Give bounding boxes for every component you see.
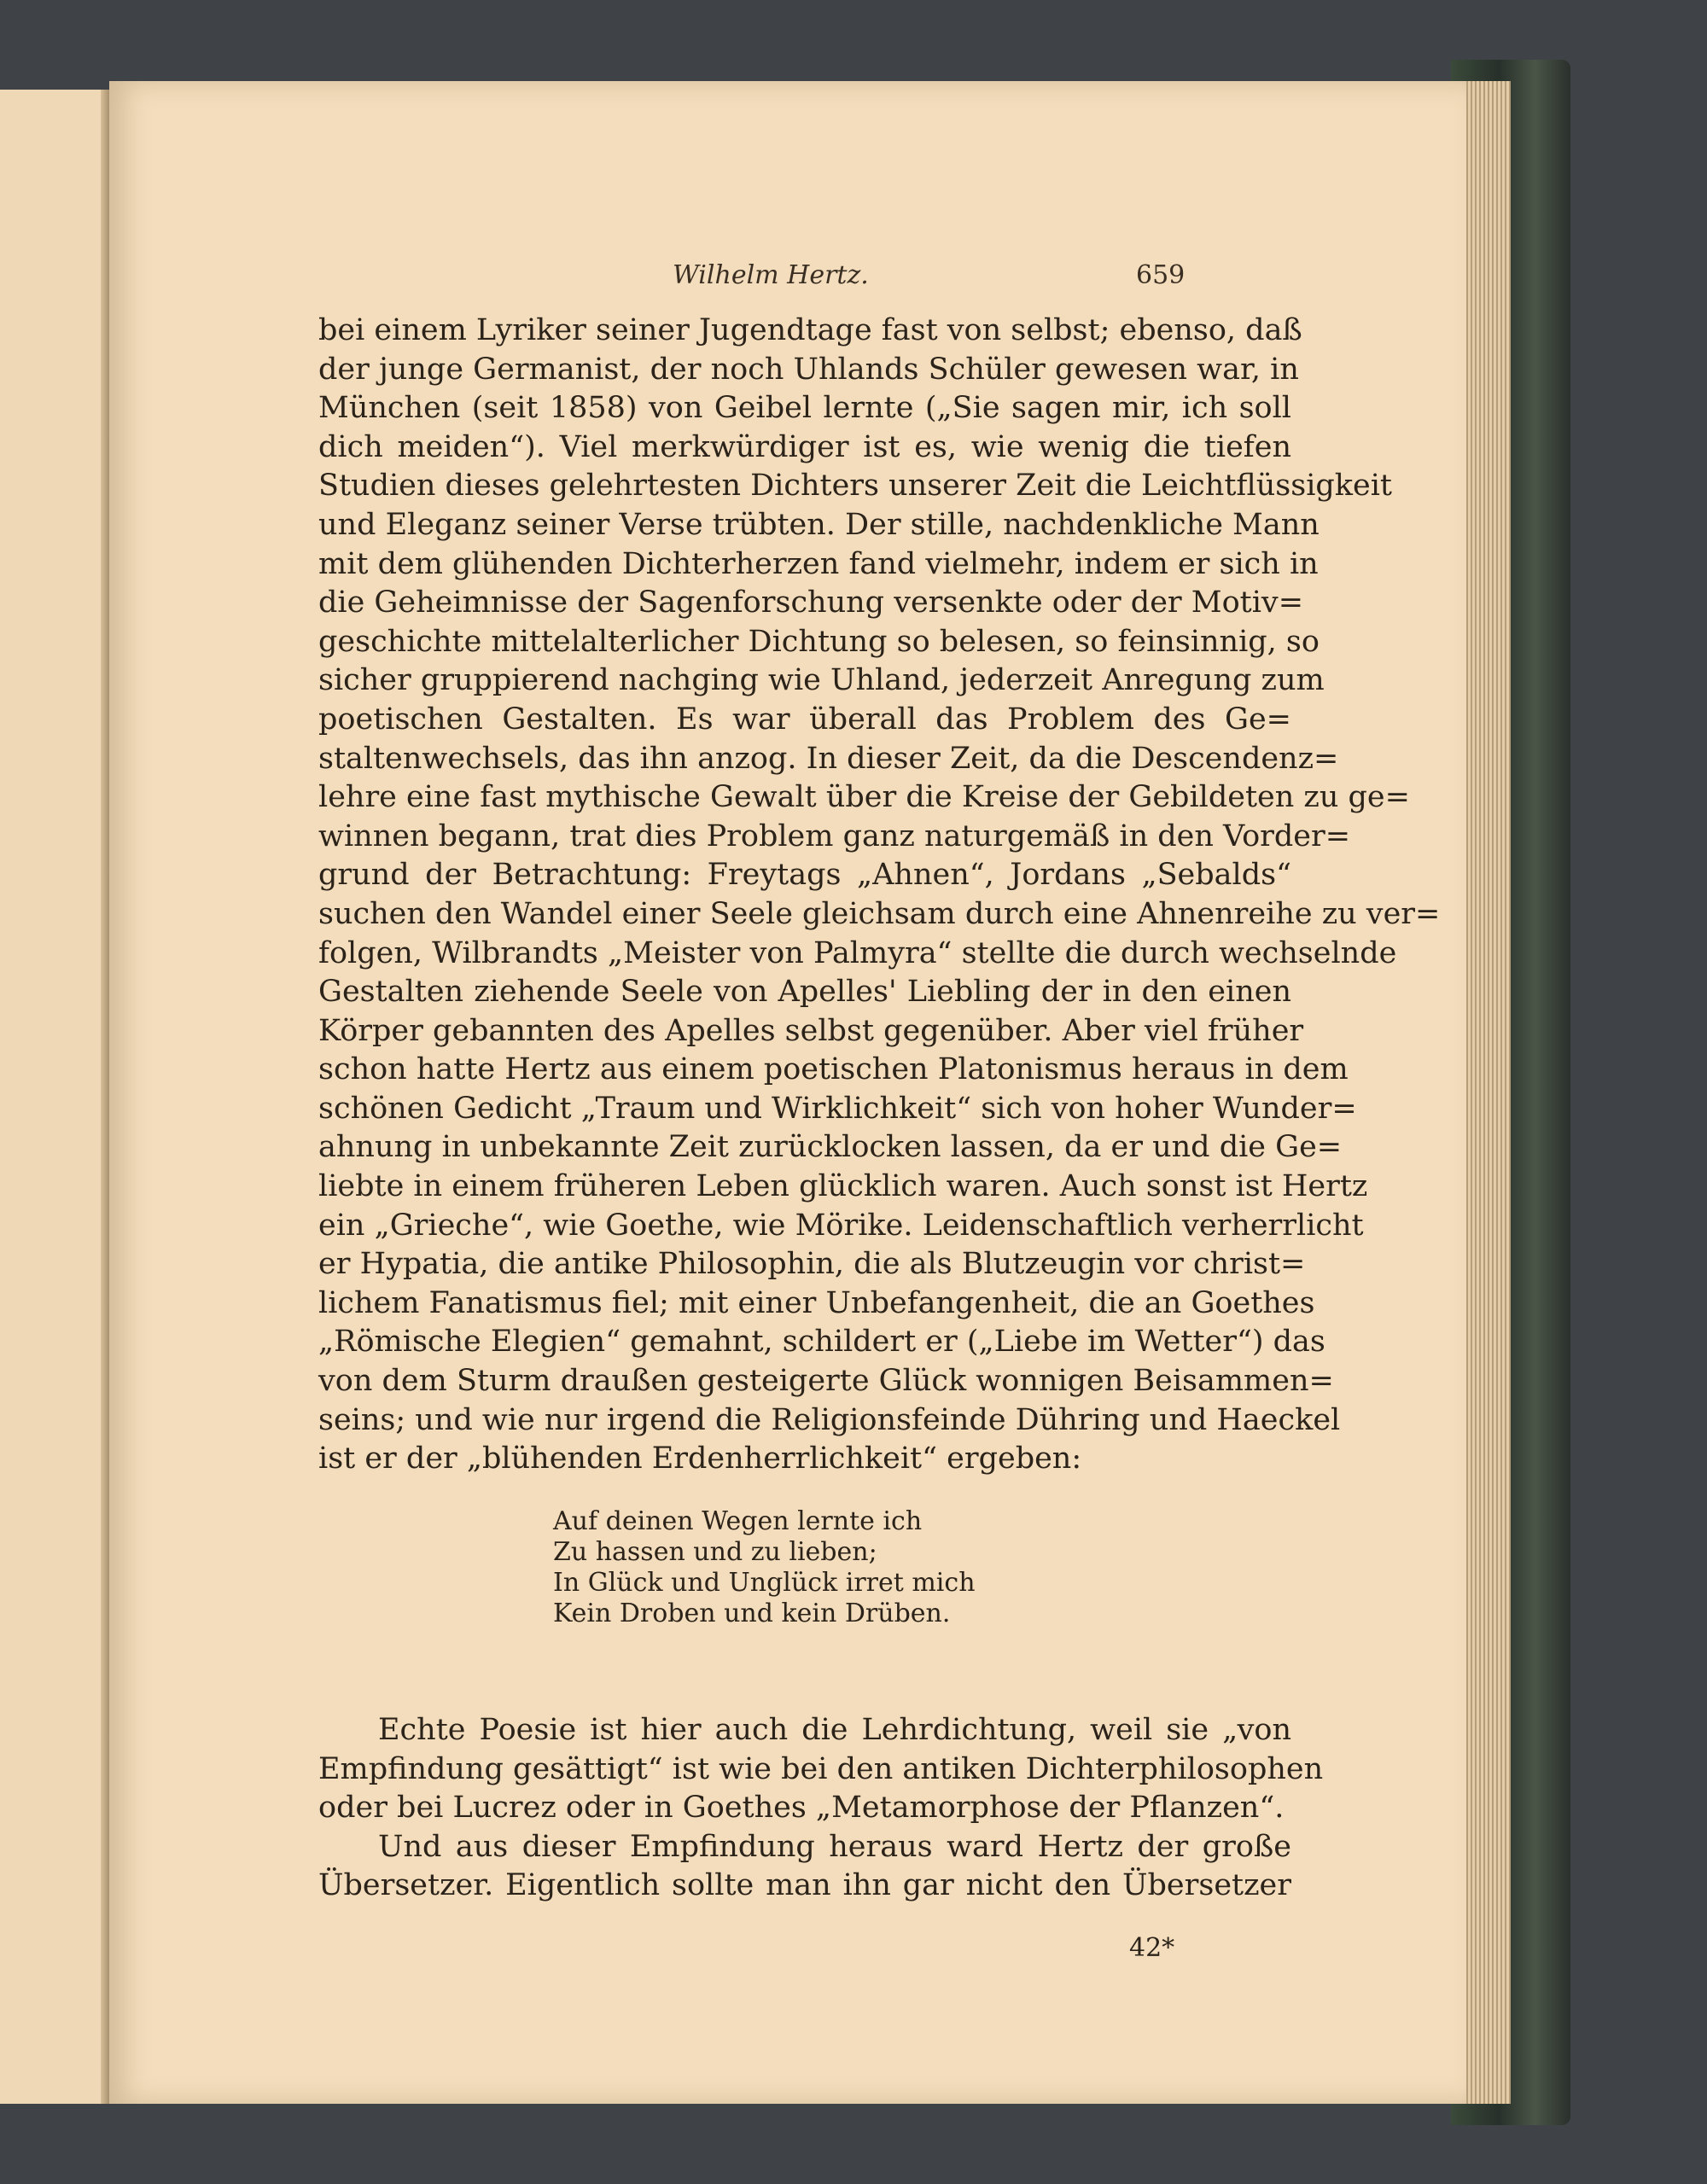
text-line: dich meiden“). Viel merkwürdiger ist es, wie wenig die tiefen [318, 429, 1291, 464]
page-number: 659 [1136, 260, 1186, 290]
text-line: ahnung in unbekannte Zeit zurücklocken lassen, da er und die Ge= [318, 1130, 1343, 1165]
verse-block [553, 1506, 997, 1629]
text-line: folgen, Wilbrandts „Meister von Palmyra“ stellte die durch wechselnde [318, 935, 1397, 970]
text-line: suchen den Wandel einer Seele gleichsam durch eine Ahnenreihe zu ver= [318, 896, 1441, 931]
text-line: die Geheimnisse der Sagenforschung versenkte oder der Motiv= [318, 585, 1304, 620]
text-line: Körper gebannten des Apelles selbst gegenüber. Aber viel früher [318, 1013, 1304, 1048]
text-line: „Römische Elegien“ gemahnt, schildert er („Liebe im Wetter“) das [318, 1325, 1325, 1360]
text-line: der junge Germanist, der noch Uhlands Schüler gewesen war, in [318, 352, 1299, 387]
text-line: winnen begann, trat dies Problem ganz naturgemäß in den Vorder= [318, 818, 1351, 853]
text-line: Übersetzer. Eigentlich sollte man ihn gar nicht den Übersetzer [318, 1868, 1291, 1903]
text-line: München (seit 1858) von Geibel lernte („Sie sagen mir, ich soll [318, 391, 1291, 426]
left-page-edge [0, 90, 113, 2104]
verse-line: Kein Droben und kein Drüben. [553, 1599, 951, 1628]
text-line: lichem Fanatismus fiel; mit einer Unbefangenheit, die an Goethes [318, 1285, 1315, 1320]
text-line: von dem Sturm draußen gesteigerte Glück wonnigen Beisammen= [318, 1364, 1334, 1399]
text-line: ein „Grieche“, wie Goethe, wie Mörike. Leidenschaftlich verherrlicht [318, 1208, 1364, 1243]
running-title: Wilhelm Hertz. [673, 260, 869, 290]
verse-line: Auf deinen Wegen lernte ich [553, 1506, 923, 1536]
text-line: oder bei Lucrez oder in Goethes „Metamorphose der Pflanzen“. [318, 1791, 1285, 1826]
text-line: Und aus dieser Empfindung heraus ward Hertz der große [378, 1829, 1291, 1864]
text-line: und Eleganz seiner Verse trübten. Der stille, nachdenkliche Mann [318, 507, 1320, 542]
text-line: Studien dieses gelehrtesten Dichters unserer Zeit die Leichtflüssigkeit [318, 469, 1392, 504]
text-line: Echte Poesie ist hier auch die Lehrdichtung, weil sie „von [378, 1713, 1291, 1747]
text-line: Gestalten ziehende Seele von Apelles' Liebling der in den einen [318, 975, 1291, 1010]
verse-line: In Glück und Unglück irret mich [553, 1568, 976, 1598]
text-line: schönen Gedicht „Traum und Wirklichkeit“ sich von hoher Wunder= [318, 1091, 1357, 1126]
text-line: er Hypatia, die antike Philosophin, die als Blutzeugin vor christ= [318, 1247, 1306, 1282]
text-line: mit dem glühenden Dichterherzen fand vielmehr, indem er sich in [318, 546, 1319, 581]
text-line: ist er der „blühenden Erdenherrlichkeit“ ergeben: [318, 1441, 1082, 1476]
book-page [109, 81, 1466, 2104]
text-line: sicher gruppierend nachging wie Uhland, jederzeit Anregung zum [318, 663, 1325, 698]
main-text [318, 312, 1441, 1479]
closing-paragraphs [318, 1711, 1324, 1906]
left-page-gutter [101, 90, 109, 2104]
text-line: geschichte mittelalterlicher Dichtung so belesen, so feinsinnig, so [318, 624, 1320, 659]
text-line: staltenwechsels, das ihn anzog. In dieser Zeit, da die Descendenz= [318, 741, 1339, 776]
page-edges [1459, 81, 1511, 2104]
text-line: Empfindung gesättigt“ ist wie bei den antiken Dichterphilosophen [318, 1751, 1324, 1786]
verse-line: Zu hassen und zu lieben; [553, 1537, 877, 1567]
text-line: lehre eine fast mythische Gewalt über die Kreise der Gebildeten zu ge= [318, 780, 1410, 815]
signature-mark: 42* [1129, 1933, 1175, 1963]
text-line: seins; und wie nur irgend die Religionsfeinde Dühring und Haeckel [318, 1402, 1341, 1437]
text-line: schon hatte Hertz aus einem poetischen Platonismus heraus in dem [318, 1052, 1349, 1087]
text-line: liebte in einem früheren Leben glücklich waren. Auch sonst ist Hertz [318, 1169, 1368, 1204]
text-line: grund der Betrachtung: Freytags „Ahnen“, Jordans „Sebalds“ [318, 858, 1291, 893]
text-line: poetischen Gestalten. Es war überall das Problem des Ge= [318, 702, 1291, 737]
text-line: bei einem Lyriker seiner Jugendtage fast von selbst; ebenso, daß [318, 313, 1302, 347]
